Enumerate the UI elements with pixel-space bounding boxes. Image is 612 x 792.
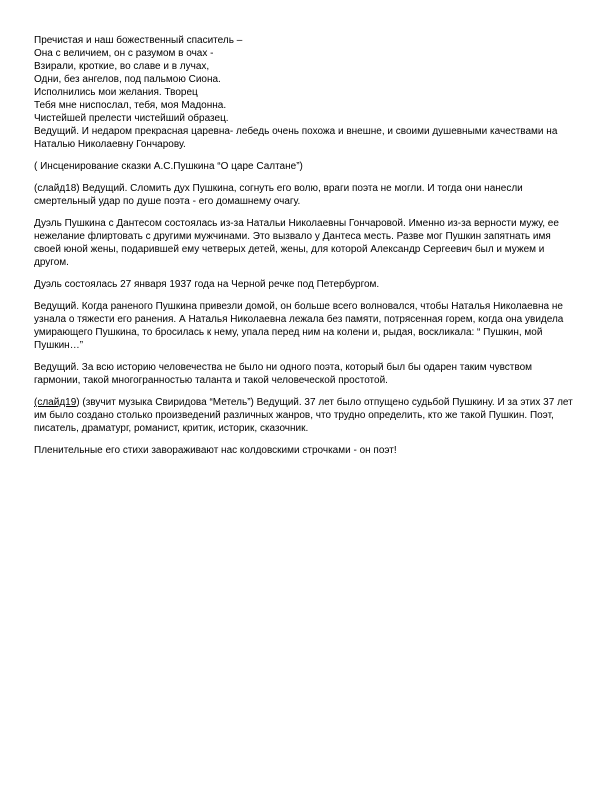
paragraph-staging-note: ( Инсценирование сказки А.С.Пушкина “О царе Салтане”) xyxy=(34,161,303,172)
paragraph-slide-19 xyxy=(34,396,579,435)
paragraph-duel-date: Дуэль состоялась 27 января 1937 года на Черной речке под Петербургом. xyxy=(34,279,380,290)
poem-line-3: Взирали, кроткие, во славе и в лучах, xyxy=(34,61,210,72)
paragraph-history: Ведущий. За всю историю человечества не было ни одного поэта, который был бы одарен таким чувством гармонии, такой многогранностью таланта и такой человеческой простотой. xyxy=(34,362,533,386)
poem-block xyxy=(34,34,579,125)
paragraph-wounded-pushkin: Ведущий. Когда раненого Пушкина привезли домой, он больше всего волновался, чтобы Наталья Николаевна не узнала о тяжести его ранения. А Наталья Николаевна лежала без памяти, потрясенная горем, когда она увидела умирающего Пушкина, то бросилась к нему, упала перед ним на колени и, рыдая, воскликала: “ Пушкин, мой Пушкин…” xyxy=(34,301,564,351)
poem-line-1: Пречистая и наш божественный спаситель – xyxy=(34,35,243,46)
poem-line-6: Тебя мне ниспослал, тебя, моя Мадонна. xyxy=(34,100,227,111)
poem-line-2: Она с величием, он с разумом в очах - xyxy=(34,48,214,59)
poem-line-4: Одни, без ангелов, под пальмою Сиона. xyxy=(34,74,221,85)
paragraph-host-remark: Ведущий. И недаром прекрасная царевна- лебедь очень похожа и внешне, и своими душевными качествами на Наталью Николаевну Гончарову. xyxy=(34,126,558,150)
paragraph-slide-18: (слайд18) Ведущий. Сломить дух Пушкина, согнуть его волю, враги поэта не могли. И тогда они нанесли смертельный удар по душе поэта - его домашнему очагу. xyxy=(34,183,523,207)
slide-19-text: ) (звучит музыка Свиридова “Метель”) Ведущий. 37 лет было отпущено судьбой Пушкину. И за этих 37 лет им было создано столько произведений различных жанров, что трудно определить, кто же такой Пушкин. Поэт, писатель, драматург, романист, критик, историк, сказочник. xyxy=(34,397,573,434)
document-page xyxy=(34,34,579,457)
poem-line-5: Исполнились мои желания. Творец xyxy=(34,87,198,98)
slide-19-link[interactable]: (слайд19 xyxy=(34,397,77,408)
poem-line-7: Чистейшей прелести чистейший образец. xyxy=(34,113,229,124)
paragraph-duel-reason: Дуэль Пушкина с Дантесом состоялась из-за Натальи Николаевны Гончаровой. Именно из-за верности мужу, ее нежелание флиртовать с другими мужчинами. Это вызвало у Дантеса месть. Разве мог Пушкин запятнать имя своей юной жены, подарившей ему четверых детей, жены, для которой Александр Сергеевич был и мужем и другом. xyxy=(34,218,559,268)
paragraph-closing: Пленительные его стихи завораживают нас колдовскими строчками - он поэт! xyxy=(34,445,397,456)
